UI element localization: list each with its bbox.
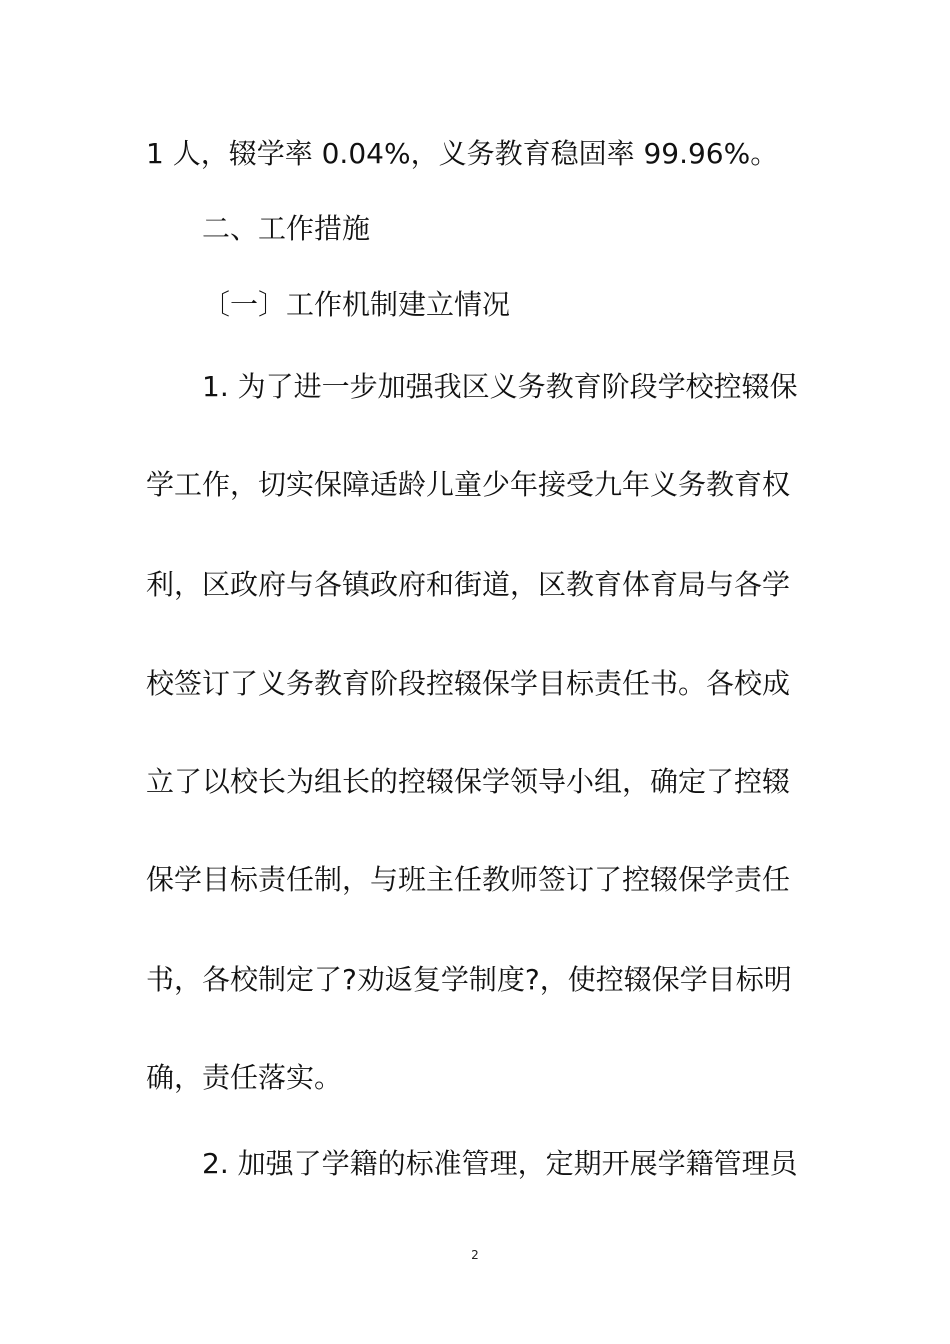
paragraph-line: 确，责任落实。 bbox=[146, 1061, 343, 1094]
paragraph-line: 书，各校制定了?劝返复学制度?，使控辍保学目标明 bbox=[146, 963, 792, 996]
paragraph-line: 学工作，切实保障适龄儿童少年接受九年义务教育权 bbox=[146, 468, 791, 501]
page-number: 2 bbox=[471, 1248, 479, 1262]
paragraph-line: 2. 加强了学籍的标准管理，定期开展学籍管理员 bbox=[202, 1147, 798, 1180]
paragraph-line: 1 人，辍学率 0.04%，义务教育稳固率 99.96%。 bbox=[146, 137, 779, 170]
paragraph-line: 保学目标责任制，与班主任教师签订了控辍保学责任 bbox=[146, 863, 791, 896]
subsection-heading: 〔一〕工作机制建立情况 bbox=[202, 288, 511, 321]
paragraph-line: 校签订了义务教育阶段控辍保学目标责任书。各校成 bbox=[146, 667, 791, 700]
section-heading: 二、工作措施 bbox=[202, 212, 371, 245]
paragraph-line: 利，区政府与各镇政府和街道，区教育体育局与各学 bbox=[146, 568, 791, 601]
paragraph-line: 立了以校长为组长的控辍保学领导小组，确定了控辍 bbox=[146, 765, 791, 798]
paragraph-line: 1. 为了进一步加强我区义务教育阶段学校控辍保 bbox=[202, 370, 798, 403]
